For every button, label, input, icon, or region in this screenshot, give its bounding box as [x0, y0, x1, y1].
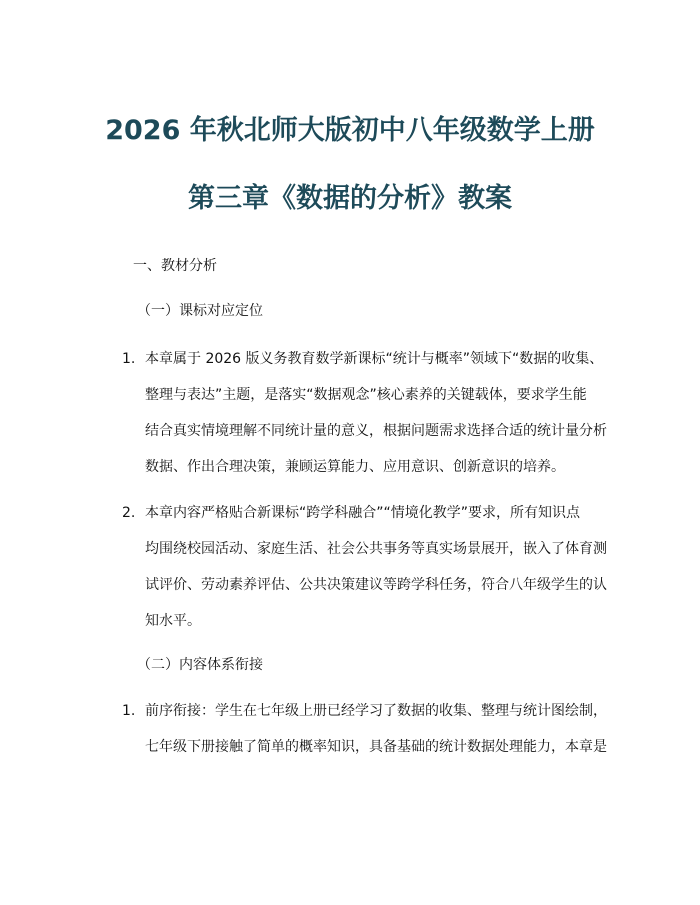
text-line: 数据、作出合理决策，兼顾运算能力、应用意识、创新意识的培养。: [145, 459, 565, 475]
text-line: 七年级下册接触了简单的概率知识，具备基础的统计数据处理能力，本章是: [145, 739, 607, 755]
text-line: 知水平。: [145, 613, 201, 629]
list-item-number: 1.: [122, 351, 136, 367]
subsection-heading-content-system: （二）内容体系衔接: [137, 657, 263, 673]
text-line: 结合真实情境理解不同统计量的意义，根据问题需求选择合适的统计量分析: [145, 423, 607, 439]
list-item-text: [145, 341, 605, 485]
text-line: 前序衔接：学生在七年级上册已经学习了数据的收集、整理与统计图绘制，: [145, 703, 607, 719]
section-heading-textbook-analysis: 一、教材分析: [133, 258, 217, 274]
subsection-heading-curriculum: （一）课标对应定位: [137, 303, 263, 319]
text-line: 均围绕校园活动、家庭生活、社会公共事务等真实场景展开，嵌入了体育测: [145, 541, 607, 557]
list-item-number: 2.: [122, 505, 136, 521]
text-line: 试评价、劳动素养评估、公共决策建议等跨学科任务，符合八年级学生的认: [145, 577, 607, 593]
list-item-number: 1.: [122, 703, 136, 719]
text-line: 本章属于 2026 版义务教育数学新课标“统计与概率”领域下“数据的收集、: [145, 351, 604, 367]
text-line: 本章内容严格贴合新课标“跨学科融合”“情境化教学”要求，所有知识点: [145, 505, 581, 521]
list-item-text: [145, 495, 605, 639]
document-title-line1: 2026 年秋北师大版初中八年级数学上册: [105, 115, 595, 146]
document-title-line2: 第三章《数据的分析》教案: [188, 183, 512, 214]
text-line: 整理与表达”主题，是落实“数据观念”核心素养的关键载体，要求学生能: [145, 387, 587, 403]
list-item-text: [145, 693, 605, 765]
